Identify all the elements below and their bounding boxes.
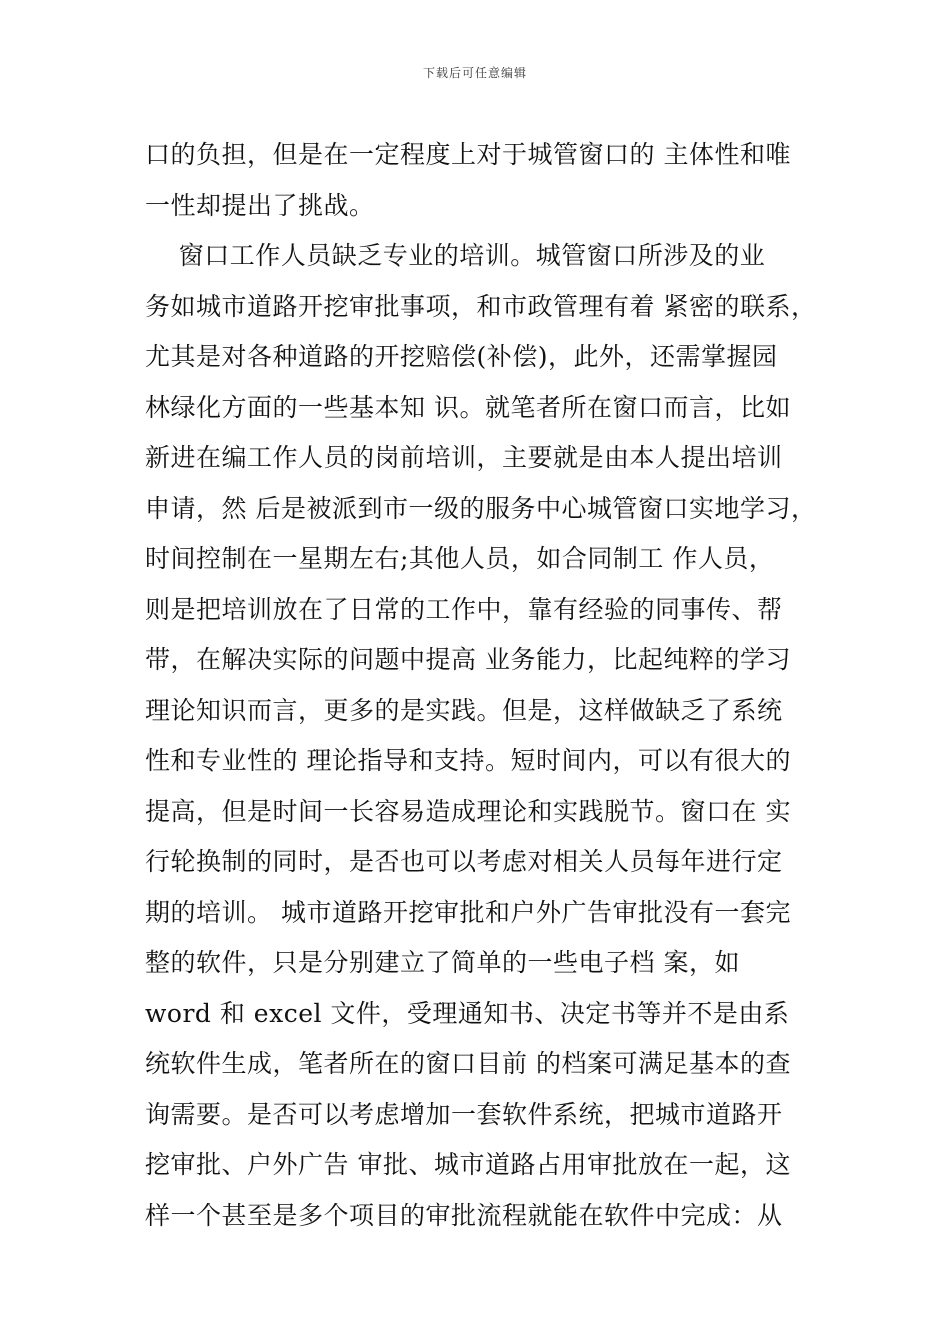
text-line: word 和 excel 文件，受理通知书、决定书等并不是由系 (145, 998, 790, 1028)
text-line: 申请，然 后是被派到市一级的服务中心城管窗口实地学习， (145, 493, 817, 523)
text-line: 务如城市道路开挖审批事项，和市政管理有着 紧密的联系， (145, 291, 817, 321)
text-line: 口的负担，但是在一定程度上对于城管窗口的 主体性和唯 (145, 140, 791, 169)
page-header: 下载后可任意编辑 (422, 66, 527, 80)
text-line: 林绿化方面的一些基本知 识。就笔者所在窗口而言，比如 (145, 392, 791, 422)
text-line: 整的软件，只是分别建立了简单的一些电子档 案，如 (145, 948, 740, 977)
text-line: 尤其是对各种道路的开挖赔偿(补偿)，此外，还需掌握园 (145, 342, 778, 371)
text-line: 新进在编工作人员的岗前培训，主要就是由本人提出培训 (145, 443, 783, 472)
text-line: 行轮换制的同时，是否也可以考虑对相关人员每年进行定 (145, 847, 783, 876)
text-line: 窗口工作人员缺乏专业的培训。城管窗口所涉及的业 (145, 241, 766, 270)
text-line: 理论知识而言，更多的是实践。但是，这样做缺乏了系统 (145, 695, 783, 725)
text-line: 挖审批、户外广告 审批、城市道路占用审批放在一起，这 (145, 1150, 791, 1179)
text-line: 询需要。是否可以考虑增加一套软件系统，把城市道路开 (145, 1099, 783, 1129)
text-line: 则是把培训放在了日常的工作中，靠有经验的同事传、帮 (145, 594, 783, 624)
text-line: 性和专业性的 理论指导和支持。短时间内，可以有很大的 (145, 746, 791, 775)
text-line: 一性却提出了挑战。 (145, 190, 375, 220)
text-line: 期的培训。 城市道路开挖审批和户外广告审批没有一套完 (145, 897, 791, 927)
text-line: 样一个甚至是多个项目的审批流程就能在软件中完成：从 (145, 1200, 783, 1230)
text-line: 统软件生成，笔者所在的窗口目前 的档案可满足基本的查 (145, 1049, 791, 1078)
text-line: 带，在解决实际的问题中提高 业务能力，比起纯粹的学习 (145, 645, 791, 674)
text-line: 提高，但是时间一长容易造成理论和实践脱节。窗口在 实 (145, 796, 791, 826)
document-body (145, 130, 825, 1241)
text-line: 时间控制在一星期左右;其他人员，如合同制工 作人员， (145, 544, 775, 573)
